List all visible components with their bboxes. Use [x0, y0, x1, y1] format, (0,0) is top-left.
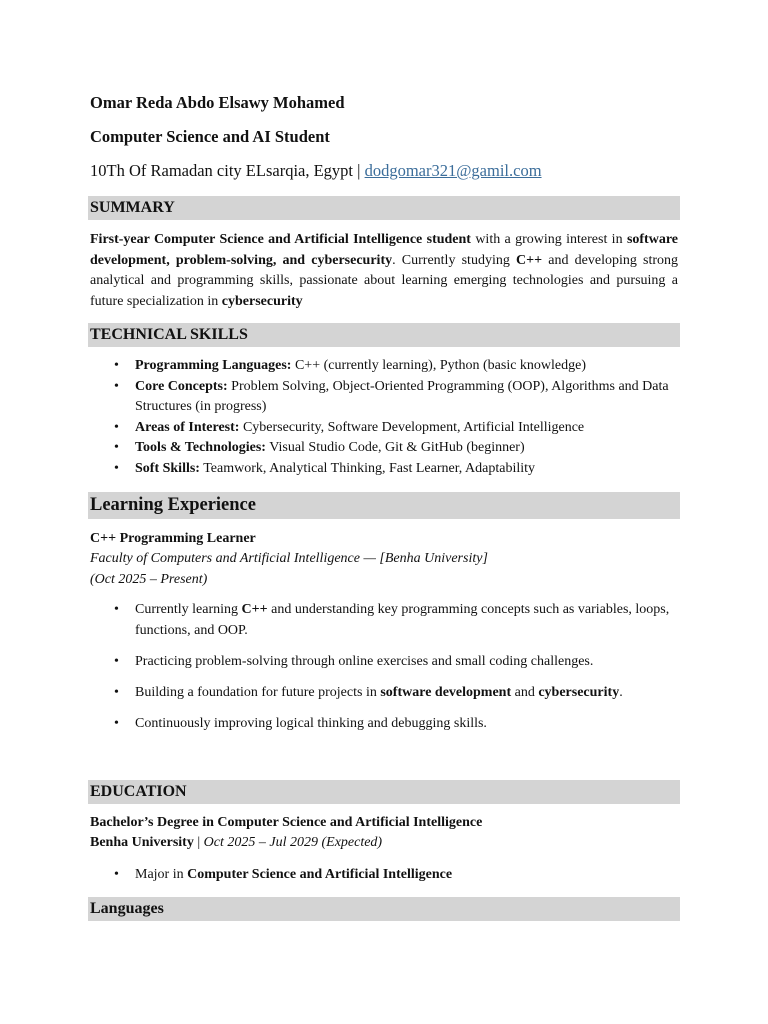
bullet-text: and [511, 684, 539, 700]
bullet-text: Currently learning [135, 602, 242, 617]
summary-part: First-year Computer Science and Artificial Intelligence student [90, 232, 471, 247]
skills-heading: TECHNICAL SKILLS [88, 323, 680, 347]
skill-text: Teamwork, Analytical Thinking, Fast Learner, Adaptability [199, 460, 536, 476]
bullet-text: Continuously improving logical thinking and debugging skills. [135, 715, 487, 731]
summary-part: cybersecurity [221, 293, 303, 309]
skill-label: Tools & Technologies: [135, 440, 266, 456]
list-item [90, 356, 678, 377]
role-dates: (Oct 2025 – Present) [90, 571, 208, 587]
list-item [90, 865, 678, 886]
list-item [90, 600, 678, 641]
role-organization: Faculty of Computers and Artificial Intelligence — [Benha University] [90, 551, 488, 567]
skill-text: Cybersecurity, Software Development, Artificial Intelligence [239, 419, 585, 435]
skill-text: Problem Solving, Object-Oriented Programming (OOP), Algorithms and Data Structures (in progress) [135, 378, 669, 415]
skill-text: C++ (currently learning), Python (basic knowledge) [291, 358, 587, 373]
bullet-text: . [619, 684, 623, 700]
list-item [90, 683, 678, 704]
bullet-bold: software development [380, 684, 512, 700]
list-item [90, 652, 678, 673]
education-heading: EDUCATION [88, 780, 680, 804]
list-item [90, 459, 678, 480]
list-item [90, 714, 678, 735]
bullet-bold: cybersecurity [538, 684, 620, 700]
education-bullets [90, 865, 678, 886]
summary-part: C++ [516, 252, 543, 268]
experience-heading: Learning Experience [88, 492, 680, 519]
experience-bullets [90, 600, 678, 745]
list-item [90, 418, 678, 439]
bullet-bold: Computer Science and Artificial Intelligence [187, 867, 453, 882]
university-line [90, 833, 482, 853]
summary-part: and developing strong analytical and programming skills, passionate about learning emerging technologies and pursuing a future specialization in [90, 252, 679, 309]
education-period: Oct 2025 – Jul 2029 (Expected) [203, 835, 383, 851]
skill-label: Soft Skills: [135, 460, 200, 476]
candidate-subtitle: Computer Science and AI Student [90, 127, 330, 146]
university-separator: | [193, 835, 204, 851]
skill-label: Areas of Interest: [135, 419, 240, 435]
location-text: 10Th Of Ramadan city ELsarqia, Egypt [90, 161, 354, 180]
role-title: C++ Programming Learner [90, 531, 256, 546]
skill-label: Core Concepts: [135, 378, 228, 394]
bullet-text: Major in [135, 867, 188, 882]
contact-separator: | [353, 161, 365, 180]
experience-role-block [90, 529, 488, 590]
summary-part: . Currently studying [392, 252, 517, 268]
skills-list [90, 356, 678, 480]
education-block [90, 813, 482, 854]
skill-text: Visual Studio Code, Git & GitHub (beginner) [265, 440, 525, 456]
candidate-name: Omar Reda Abdo Elsawy Mohamed [90, 93, 345, 112]
bullet-text: Practicing problem-solving through online exercises and small coding challenges. [135, 653, 594, 669]
summary-heading: SUMMARY [88, 196, 680, 220]
skill-label: Programming Languages: [135, 358, 292, 373]
summary-part: software development, problem-solving, and cybersecurity [90, 232, 678, 268]
contact-line [90, 161, 542, 181]
bullet-text: Building a foundation for future projects in [135, 684, 381, 700]
list-item [90, 377, 678, 418]
university-name: Benha University [90, 835, 194, 851]
summary-paragraph [90, 230, 678, 312]
list-item [90, 438, 678, 459]
degree-title: Bachelor’s Degree in Computer Science and Artificial Intelligence [90, 815, 483, 830]
summary-part: with a growing interest in [470, 232, 627, 247]
email-link[interactable]: dodgomar321@gamil.com [364, 161, 542, 180]
bullet-bold: C++ [241, 602, 268, 617]
bullet-text: and understanding key programming concepts such as variables, loops, functions, and OOP. [135, 602, 670, 638]
languages-heading: Languages [88, 897, 680, 921]
